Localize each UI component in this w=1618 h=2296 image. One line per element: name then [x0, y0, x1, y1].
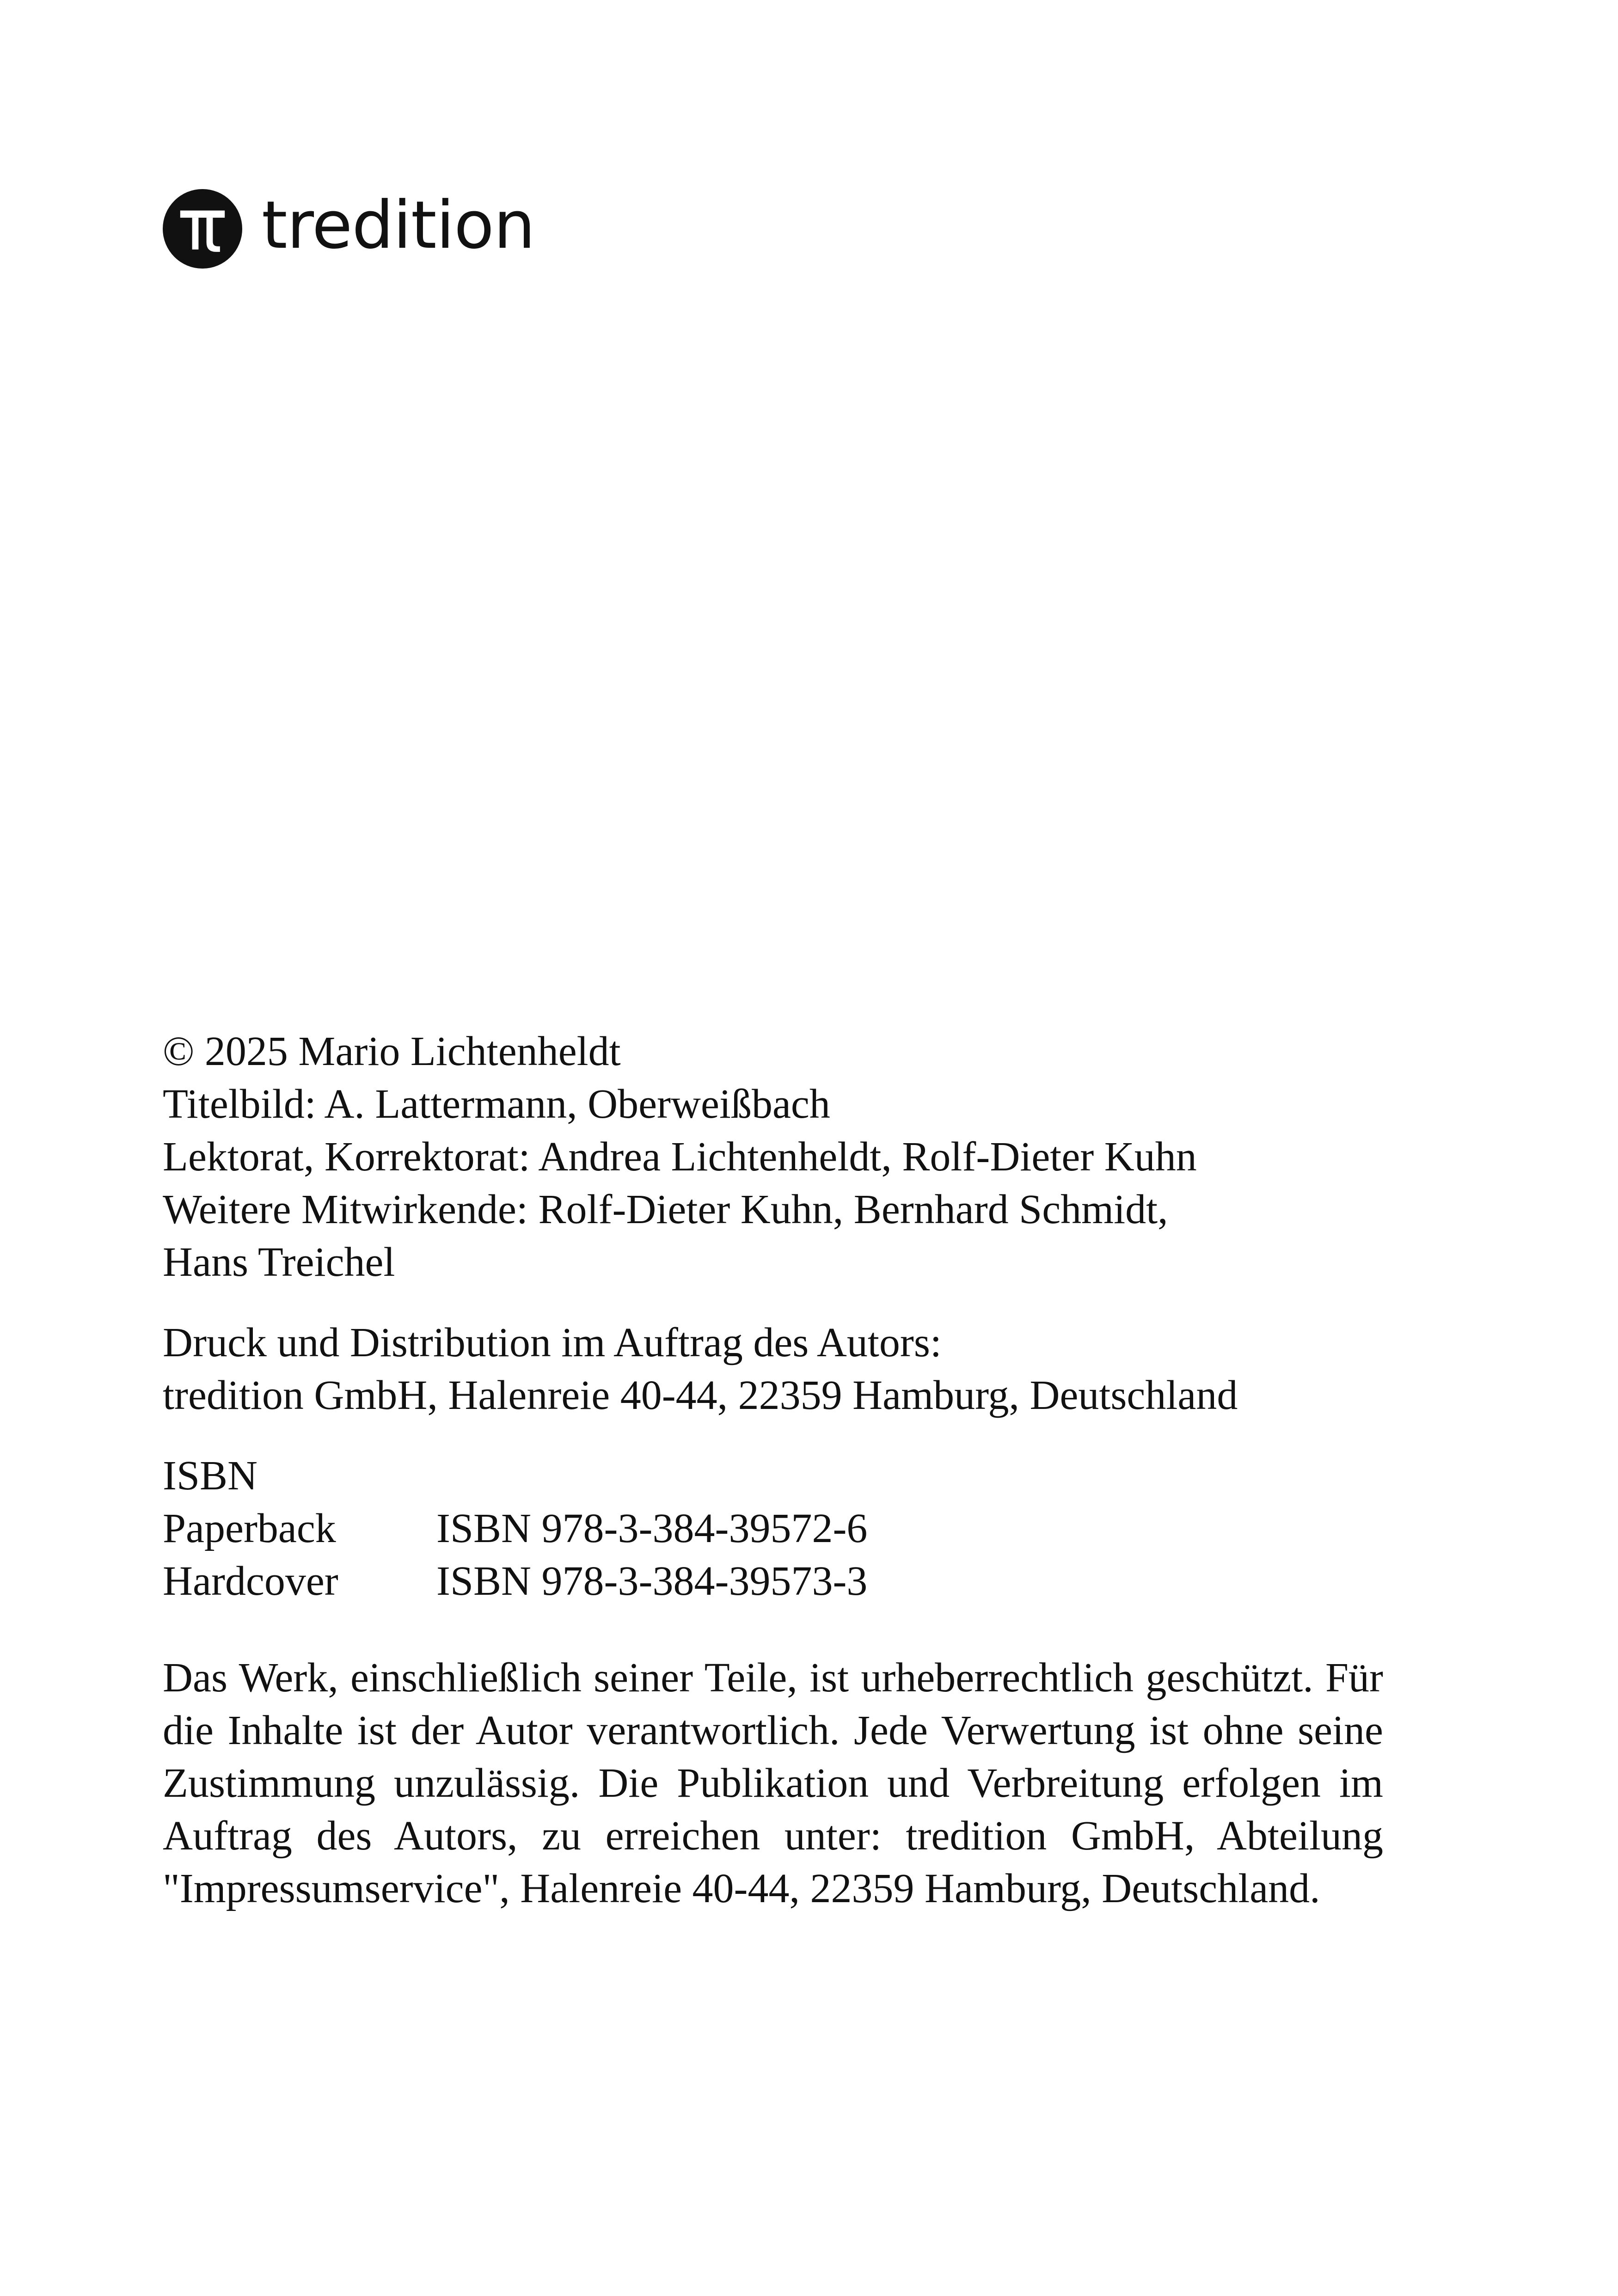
isbn-number: ISBN 978-3-384-39572-6	[436, 1506, 868, 1551]
copyright-line: © 2025 Mario Lichtenheldt	[163, 1029, 621, 1074]
distribution-heading: Druck und Distribution im Auftrag des Autors:	[163, 1320, 942, 1365]
spacer	[163, 1289, 1383, 1316]
logo-wordmark: tredition	[262, 187, 535, 263]
isbn-block	[163, 1450, 1383, 1608]
isbn-row-paperback	[163, 1502, 1383, 1555]
distribution-address: tredition GmbH, Halenreie 40-44, 22359 Hamburg, Deutschland	[163, 1372, 1238, 1418]
isbn-heading: ISBN	[163, 1453, 258, 1499]
distribution-block	[163, 1316, 1383, 1422]
credits-block	[163, 1025, 1383, 1289]
isbn-format-label: Paperback	[163, 1506, 336, 1551]
isbn-format-label: Hardcover	[163, 1558, 338, 1604]
contributors-credit-continued: Hans Treichel	[163, 1239, 395, 1285]
tredition-logo-icon	[163, 189, 242, 269]
contributors-credit: Weitere Mitwirkende: Rolf-Dieter Kuhn, Bernhard Schmidt,	[163, 1187, 1168, 1232]
cover-image-credit: Titelbild: A. Lattermann, Oberweißbach	[163, 1081, 830, 1127]
legal-notice: Das Werk, einschließlich seiner Teile, ist urheberrechtlich geschützt. Für die Inhalte ist der Autor verantwortlich. Jede Verwertung ist ohne seine Zustimmung unzulässig. Die Publikation und Verbreitung erfolgen im Auftrag des Autors, zu erreichen unter: tredition GmbH, Abteilung "Impressumservice", Halenreie 40-44, 22359 Hamburg, Deutschland.	[163, 1655, 1383, 1911]
editing-credit: Lektorat, Korrektorat: Andrea Lichtenheldt, Rolf-Dieter Kuhn	[163, 1134, 1197, 1180]
imprint-section	[163, 1025, 1383, 1957]
isbn-number: ISBN 978-3-384-39573-3	[436, 1558, 868, 1604]
isbn-row-hardcover	[163, 1555, 1383, 1608]
publisher-logo	[163, 187, 535, 270]
spacer	[163, 1422, 1383, 1450]
